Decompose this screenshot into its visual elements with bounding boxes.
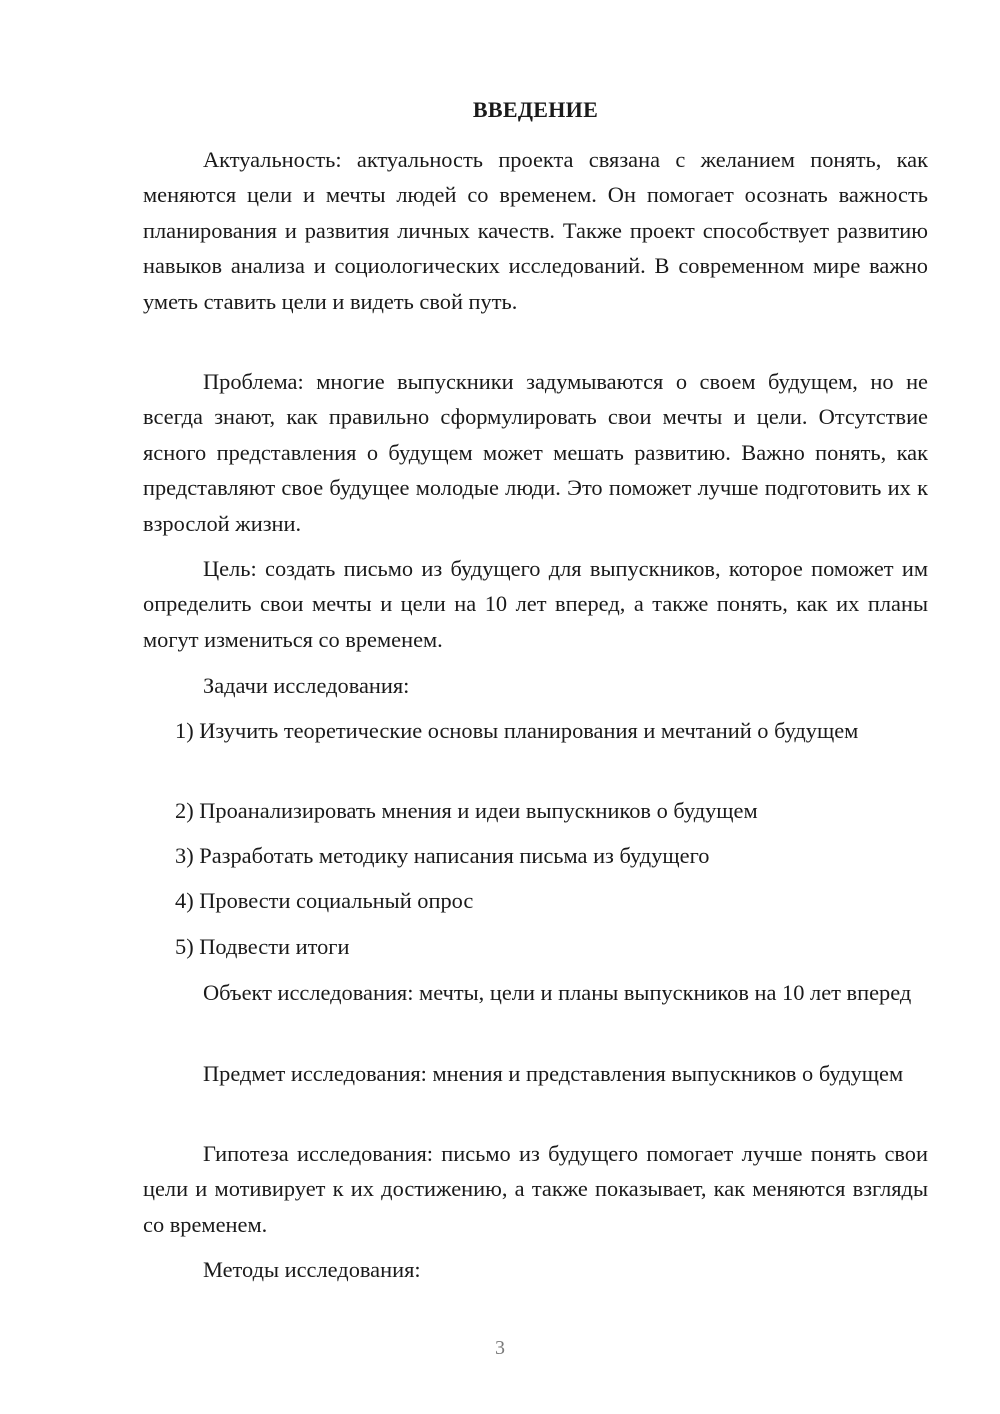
task-item-4: 4) Провести социальный опрос xyxy=(175,888,474,913)
subject-paragraph: Предмет исследования: мнения и представления выпускников о будущем xyxy=(203,1061,904,1086)
object-paragraph: Объект исследования: мечты, цели и планы выпускников на 10 лет вперед xyxy=(203,980,912,1005)
task-item-2: 2) Проанализировать мнения и идеи выпускников о будущем xyxy=(175,798,758,823)
task-item-5: 5) Подвести итоги xyxy=(175,934,350,959)
task-item-1: 1) Изучить теоретические основы планирования и мечтаний о будущем xyxy=(175,718,859,743)
relevance-paragraph: Актуальность: актуальность проекта связана с желанием понять, как меняются цели и мечты людей со временем. Он помогает осознать важность планирования и развития личных качеств. Также проект способствует развитию навыков анализа и социологических исследований. В современном мире важно уметь ставить цели и видеть свой путь. xyxy=(143,147,928,314)
problem-paragraph: Проблема: многие выпускники задумываются о своем будущем, но не всегда знают, как правильно сформулировать свои мечты и цели. Отсутствие ясного представления о будущем может мешать развитию. Важно понять, как представляют свое будущее молодые люди. Это поможет лучше подготовить их к взрослой жизни. xyxy=(143,369,928,536)
task-item-3: 3) Разработать методику написания письма из будущего xyxy=(175,843,710,868)
methods-heading: Методы исследования: xyxy=(203,1257,421,1282)
page-number: 3 xyxy=(495,1337,505,1359)
tasks-heading: Задачи исследования: xyxy=(203,673,410,698)
goal-paragraph: Цель: создать письмо из будущего для выпускников, которое поможет им определить свои мечты и цели на 10 лет вперед, а также понять, как их планы могут измениться со временем. xyxy=(143,556,928,652)
hypothesis-paragraph: Гипотеза исследования: письмо из будущего помогает лучше понять свои цели и мотивирует к их достижению, а также показывает, как меняются взгляды со временем. xyxy=(143,1141,928,1237)
page-title: ВВЕДЕНИЕ xyxy=(472,97,599,122)
